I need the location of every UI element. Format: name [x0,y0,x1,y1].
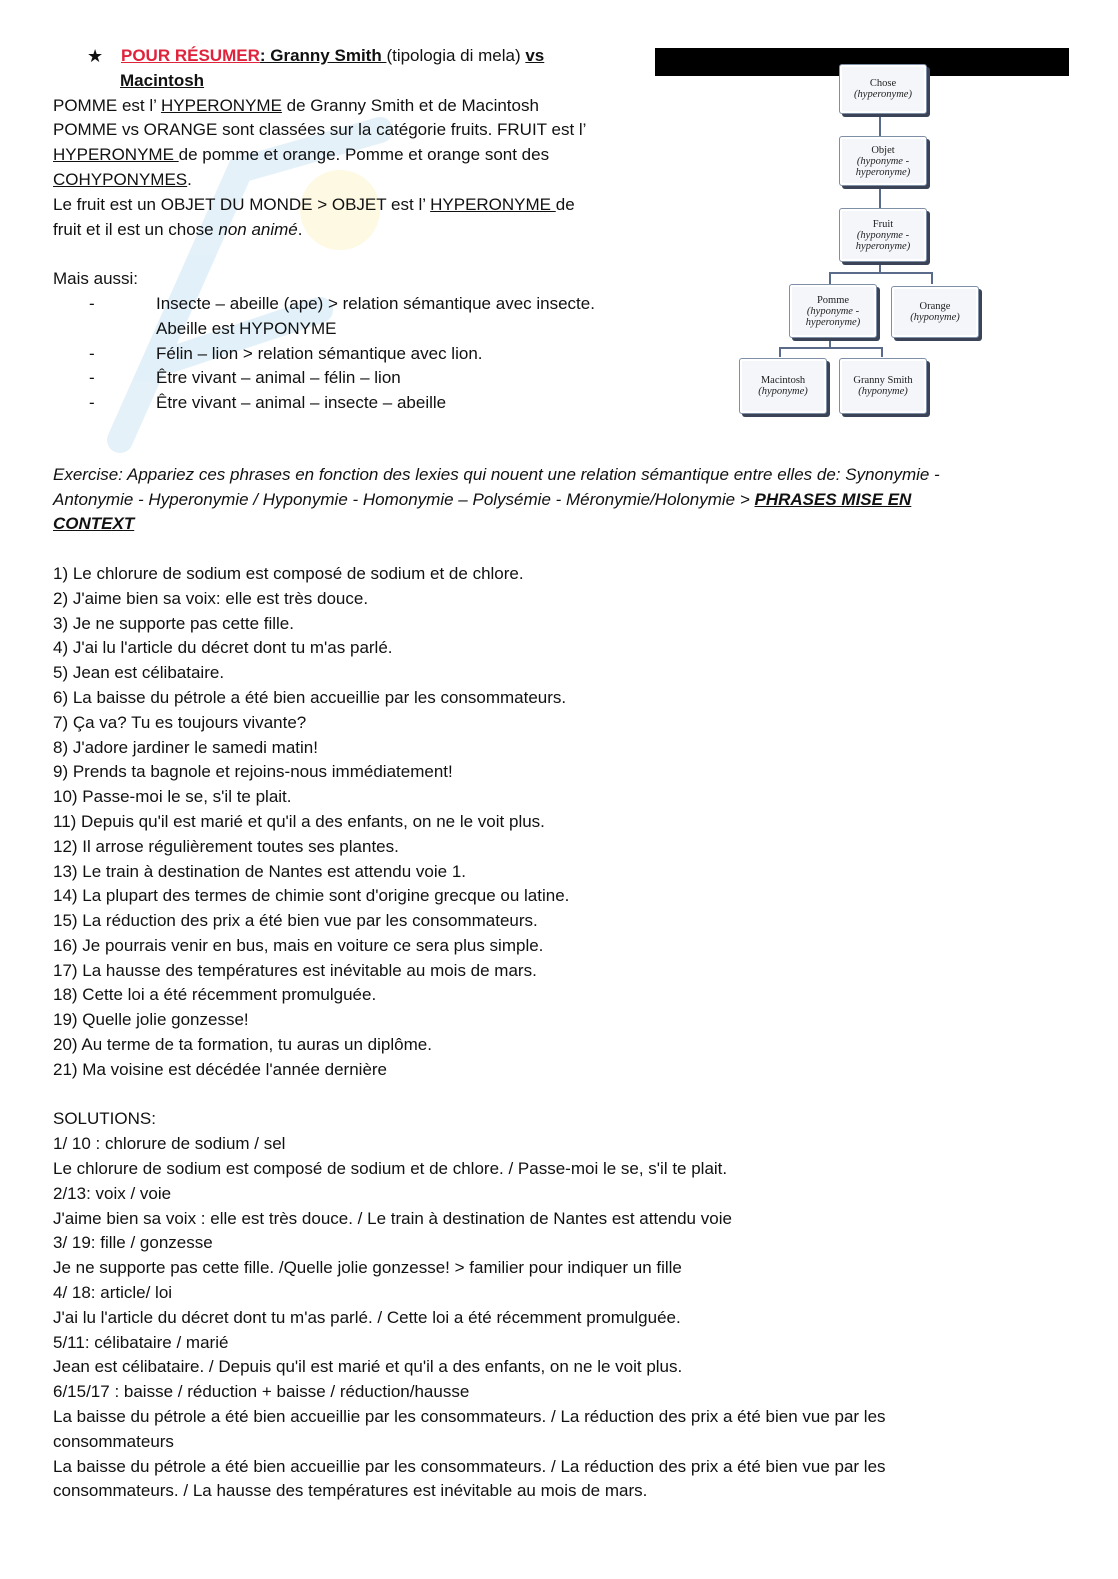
sentence-item: 21) Ma voisine est décédée l'année dernière [53,1059,388,1079]
solution-line: J'ai lu l'article du décret dont tu m'as parlé. / Cette loi a été récemment promulguée. [53,1307,681,1327]
sentence-item: 6) La baisse du pétrole a été bien accueillie par les consommateurs. [53,687,567,707]
node-pomme: Pomme (hyponyme - hyperonyme) [789,284,877,338]
bullet-item: - Être vivant – animal – insecte – abeille [89,393,447,413]
solution-line: 3/ 19: fille / gonzesse [53,1233,213,1253]
sentence-item: 4) J'ai lu l'article du décret dont tu m'as parlé. [53,638,393,658]
bullet-item: - Insecte – abeille (ape) > relation sémantique avec insecte. [89,293,595,313]
sentence-list [53,562,1063,1083]
paragraph-line: Le fruit est un OBJET DU MONDE > OBJET est l’ HYPERONYME de [53,194,575,214]
sentence-item: 12) Il arrose régulièrement toutes ses plantes. [53,836,399,856]
bullet-item: - Être vivant – animal – félin – lion [89,368,401,388]
node-objet: Objet (hyponyme - hyperonyme) [839,136,927,186]
sentence-item: 7) Ça va? Tu es toujours vivante? [53,712,307,732]
exercise-instructions: Antonymie - Hyperonymie / Hyponymie - Homonymie – Polysémie - Méronymie/Holonymie > PHRASES MISE EN [53,489,912,509]
node-fruit: Fruit (hyponyme - hyperonyme) [839,208,927,262]
node-macintosh: Macintosh (hyponyme) [739,358,827,414]
sentence-item: 11) Depuis qu'il est marié et qu'il a des enfants, on ne le voit plus. [53,811,545,831]
solution-line: consommateurs [53,1431,174,1451]
node-orange: Orange (hyponyme) [891,286,979,338]
hyperonymy-diagram [655,48,1069,428]
solution-line: 4/ 18: article/ loi [53,1283,173,1303]
paragraph-line: fruit et il est un chose non animé. [53,219,303,239]
exercise-instructions: CONTEXT [53,514,135,534]
pour-resumer-label: POUR RÉSUMER [121,46,260,65]
sentence-item: 19) Quelle jolie gonzesse! [53,1010,249,1030]
paragraph-line: POMME vs ORANGE sont classées sur la catégorie fruits. FRUIT est l’ [53,120,587,140]
solution-line: 6/15/17 : baisse / réduction + baisse / réduction/hausse [53,1382,470,1402]
sentence-item: 1) Le chlorure de sodium est composé de sodium et de chlore. [53,563,524,583]
sentence-item: 3) Je ne supporte pas cette fille. [53,613,294,633]
solution-line: 2/13: voix / voie [53,1183,172,1203]
paragraph-line: POMME est l’ HYPERONYME de Granny Smith et de Macintosh [53,95,539,115]
macintosh-label: Macintosh [120,70,205,90]
sentence-item: 2) J'aime bien sa voix: elle est très douce. [53,588,369,608]
sentence-item: 5) Jean est célibataire. [53,663,225,683]
sentence-item: 17) La hausse des températures est inévitable au mois de mars. [53,960,537,980]
solution-line: Jean est célibataire. / Depuis qu'il est marié et qu'il a des enfants, on ne le voit plus. [53,1357,683,1377]
paragraph-line: COHYPONYMES. [53,169,192,189]
star-icon: ★ [87,46,104,66]
bullet-item: - Félin – lion > relation sémantique avec lion. [89,343,483,363]
sentence-item: 13) Le train à destination de Nantes est attendu voie 1. [53,861,466,881]
granny-smith-label: : Granny Smith [259,46,387,65]
solution-line: La baisse du pétrole a été bien accueillie par les consommateurs. / La réduction des prix a été bien vue par les [53,1407,886,1427]
sentence-item: 18) Cette loi a été récemment promulguée. [53,985,377,1005]
node-chose: Chose (hyperonyme) [839,64,927,114]
node-granny-smith: Granny Smith (hyponyme) [839,358,927,414]
exercise-instructions: Exercise: Appariez ces phrases en fonction des lexies qui nouent une relation sémantique entre elles de: Synonymie - [53,464,940,484]
paragraph-line: HYPERONYME de pomme et orange. Pomme et orange sont des [53,145,550,165]
bullet-continuation: Abeille est HYPONYME [156,318,337,338]
sentence-item: 10) Passe-moi le se, s'il te plait. [53,787,292,807]
sentence-item: 14) La plupart des termes de chimie sont d'origine grecque ou latine. [53,886,570,906]
solution-line: Le chlorure de sodium est composé de sodium et de chlore. / Passe-moi le se, s'il te plait. [53,1159,728,1179]
solution-line: J'aime bien sa voix : elle est très douce. / Le train à destination de Nantes est attendu voie [53,1208,732,1228]
solutions-list [53,1107,1063,1504]
mais-aussi: Mais aussi: [53,269,139,289]
sentence-item: 15) La réduction des prix a été bien vue par les consommateurs. [53,911,538,931]
solutions-heading: SOLUTIONS: [53,1109,156,1129]
sentence-item: 8) J'adore jardiner le samedi matin! [53,737,318,757]
solution-line: Je ne supporte pas cette fille. /Quelle jolie gonzesse! > familier pour indiquer un fille [53,1258,682,1278]
sentence-item: 20) Au terme de ta formation, tu auras un diplôme. [53,1035,432,1055]
solution-line: consommateurs. / La hausse des températures est inévitable au mois de mars. [53,1481,648,1501]
sentence-item: 16) Je pourrais venir en bus, mais en voiture ce sera plus simple. [53,935,544,955]
sentence-item: 9) Prends ta bagnole et rejoins-nous immédiatement! [53,762,453,782]
solution-line: 5/11: célibataire / marié [53,1332,229,1352]
solution-line: La baisse du pétrole a été bien accueillie par les consommateurs. / La réduction des prix a été bien vue par les [53,1456,886,1476]
tipologia-text: (tipologia di mela) [386,46,526,65]
vs-label: vs [525,46,545,65]
solution-line: 1/ 10 : chlorure de sodium / sel [53,1134,286,1154]
